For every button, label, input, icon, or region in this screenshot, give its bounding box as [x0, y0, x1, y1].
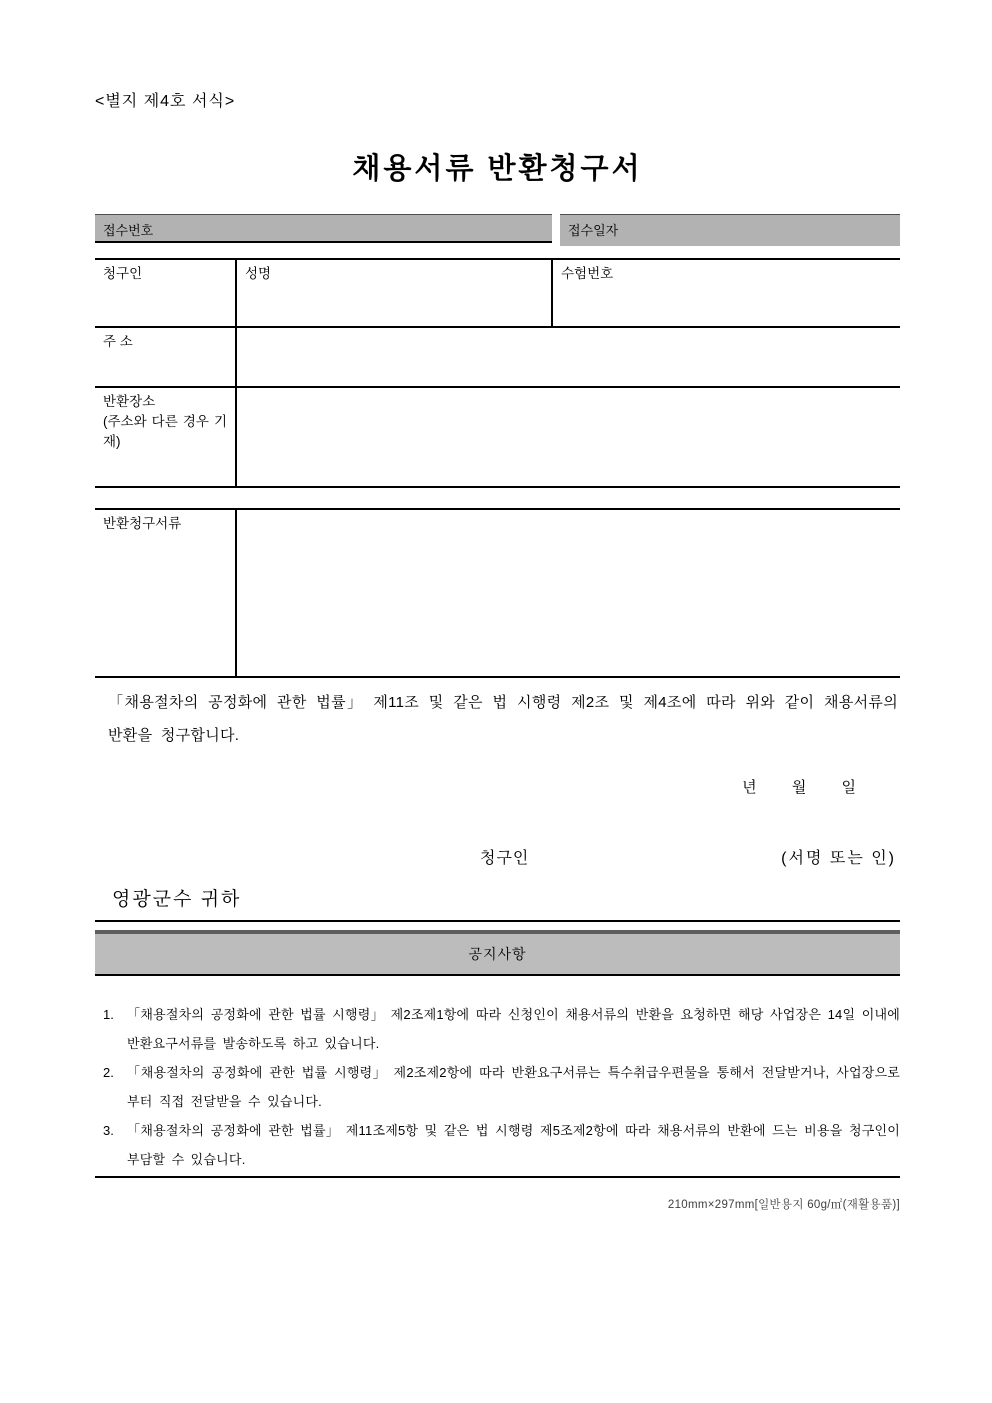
list-item-number: 1.: [103, 1007, 114, 1022]
table-row-claimant: [95, 260, 900, 326]
return-place-label-cell: [95, 388, 237, 486]
paper-spec-text: 210mm×297mm[일반용지 60g/㎡(재활용품)]: [667, 1199, 900, 1211]
claimant-label: 청구인: [95, 260, 237, 326]
notice-list: [103, 1000, 900, 1174]
table-row-return-place: [95, 386, 900, 486]
address-label: 주 소: [95, 328, 237, 386]
declaration-text: 「채용절차의 공정화에 관한 법률」 제11조 및 같은 법 시행령 제2조 및 제4조에 따라 위와 같이 채용서류의 반환을 청구합니다.: [108, 694, 898, 744]
address-field-cell: [237, 328, 900, 386]
list-item: [103, 1000, 900, 1058]
list-item: [103, 1116, 900, 1174]
list-item-text: 「채용절차의 공정화에 관한 법률 시행령」 제2조제2항에 따라 반환요구서류는 특수취급우편물을 통해서 전달받거나, 사업장으로부터 직접 전달받을 수 있습니다.: [127, 1065, 900, 1109]
list-item-number: 2.: [103, 1065, 114, 1080]
signature-seal-note: (서명 또는 인): [781, 850, 896, 867]
receipt-number-label: 접수번호: [103, 223, 154, 238]
divider-above-notice: [95, 920, 900, 922]
receipt-number-cell: [95, 214, 552, 243]
exam-number-label: 수험번호: [561, 266, 614, 281]
name-field-cell: [237, 260, 553, 326]
documents-field-cell: [237, 510, 900, 676]
documents-table: [95, 508, 900, 678]
list-item-text: 「채용절차의 공정화에 관한 법률 시행령」 제2조제1항에 따라 신청인이 채용서류의 반환을 요청하면 해당 사업장은 14일 이내에 반환요구서류를 발송하도록 하고 있습니다.: [127, 1007, 900, 1051]
documents-label: 반환청구서류: [95, 510, 237, 676]
form-number-note: <별지 제4호 서식>: [95, 93, 236, 110]
page-title: 채용서류 반환청구서: [352, 153, 643, 185]
notice-header-band: [95, 930, 900, 976]
table-row-documents: [95, 510, 900, 676]
name-label: 성명: [245, 266, 272, 281]
divider-above-footer: [95, 1176, 900, 1178]
list-item: [103, 1058, 900, 1116]
return-place-field-cell: [237, 388, 900, 486]
addressee: 영광군수 귀하: [112, 889, 242, 910]
applicant-table: [95, 258, 900, 488]
return-place-note: (주소와 다른 경우 기재): [103, 414, 227, 449]
date-line: [95, 776, 857, 797]
notice-header-label: 공지사항: [468, 946, 527, 962]
return-place-label: 반환장소: [103, 394, 156, 409]
date-day-label: 일: [841, 779, 857, 796]
table-row-address: [95, 326, 900, 386]
date-month-label: 월: [791, 779, 808, 796]
exam-number-field-cell: [553, 260, 900, 326]
receipt-date-label: 접수일자: [568, 223, 619, 238]
list-item-text: 「채용절차의 공정화에 관한 법률」 제11조제5항 및 같은 법 시행령 제5조제2항에 따라 채용서류의 반환에 드는 비용을 청구인이 부담할 수 있습니다.: [127, 1123, 900, 1167]
signature-row: [95, 845, 900, 869]
list-item-number: 3.: [103, 1123, 114, 1138]
receipt-date-cell: [560, 214, 900, 246]
date-year-label: 년: [742, 779, 758, 796]
signature-claimant-label: 청구인: [480, 850, 530, 867]
